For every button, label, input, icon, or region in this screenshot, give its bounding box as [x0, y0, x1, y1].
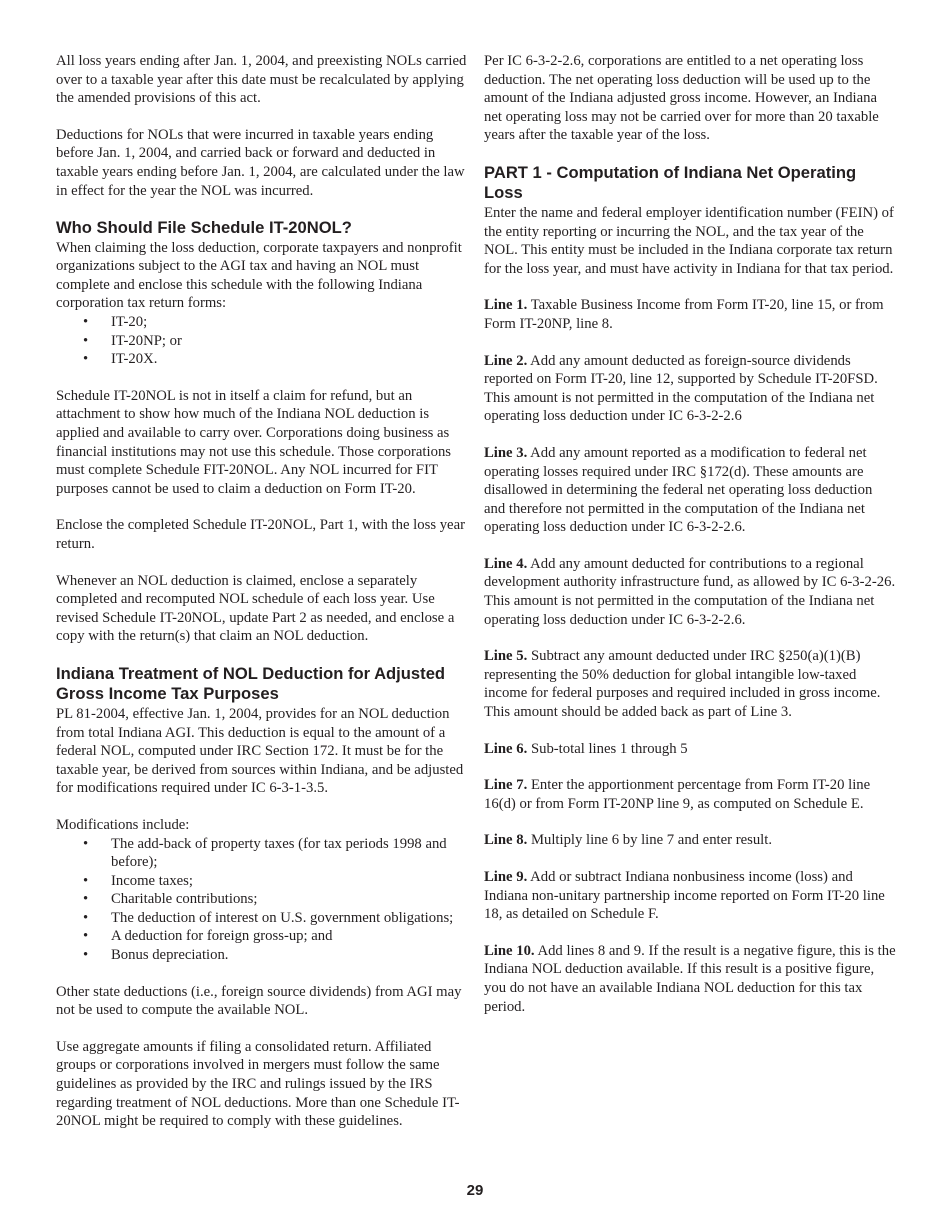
line-text: Add any amount deducted for contributions to a regional development authority infrastructure fund, as allowed by IC 6-3-2-26. This amount is not permitted in the computation of the Indiana net operating loss deduction under IC 6-3-2-2.6. — [484, 555, 896, 628]
line-10-instruction — [484, 942, 896, 1016]
line-text: Add or subtract Indiana nonbusiness income (loss) and Indiana non-unitary partnership income reported on Form IT-20 line 18, as detailed on Schedule F. — [484, 869, 885, 923]
part-1-heading: PART 1 - Computation of Indiana Net Operating Loss — [484, 162, 857, 203]
modifications-list — [56, 835, 468, 965]
right-column — [484, 52, 896, 1034]
line-9-instruction — [484, 868, 896, 924]
line-label: Line 6. — [484, 740, 528, 757]
line-text: Enter the apportionment percentage from Form IT-20 line 16(d) or from Form IT-20NP line 9, as computed on Schedule E. — [484, 777, 871, 812]
modifications-intro: Modifications include: — [56, 816, 190, 833]
who-should-file-paragraph-4: Whenever an NOL deduction is claimed, enclose a separately completed and recomputed NOL schedule of each loss year. Use revised Schedule IT-20NOL, update Part 2 as needed, and enclose a copy with the return(s) that claim an NOL deduction. — [56, 572, 455, 645]
line-text: Add any amount reported as a modification to federal net operating losses required under IRC §172(d). These amounts are disallowed in determining the federal net operating loss deduction and therefore not permitted in the computation of the Indiana net operating loss deduction under IC 6-3-2-2.6. — [484, 444, 873, 536]
line-text: Add any amount deducted as foreign-source dividends reported on Form IT-20, line 12, supported by Schedule IT-20FSD. This amount is not permitted in the computation of the Indiana net operating loss deduction under IC 6-3-2-2.6 — [484, 352, 878, 425]
line-label: Line 3. — [484, 444, 528, 461]
list-item: • A deduction for foreign gross-up; and — [111, 927, 468, 946]
indiana-treatment-paragraph-3: Use aggregate amounts if filing a consolidated return. Affiliated groups or corporations involved in mergers must follow the same guidelines as provided by the IRC and rulings issued by the IRS regarding treatment of NOL deductions. More than one Schedule IT-20NOL might be required to comply with these guidelines. — [56, 1038, 460, 1130]
list-item: • Income taxes; — [111, 872, 468, 891]
line-4-instruction — [484, 555, 896, 629]
indiana-treatment-paragraph-1: PL 81-2004, effective Jan. 1, 2004, provides for an NOL deduction from total Indiana AGI. This deduction is equal to the amount of a federal NOL, computed under IRC Section 172. It must be for the taxable year, be derived from sources within Indiana, and be adjusted for modifications required under IC 6-3-1-3.5. — [56, 705, 464, 797]
line-text: Add lines 8 and 9. If the result is a negative figure, this is the Indiana NOL deduction available. If this result is a positive figure, you do not have an available Indiana NOL deduction for this tax period. — [484, 942, 896, 1015]
indiana-treatment-paragraph-2: Other state deductions (i.e., foreign source dividends) from AGI may not be used to compute the available NOL. — [56, 983, 462, 1019]
intro-paragraph-2: Deductions for NOLs that were incurred in taxable years ending before Jan. 1, 2004, and carried back or forward and deducted in taxable years ending before Jan. 1, 2004, are calculated under the law in effect for the year the NOL was incurred. — [56, 126, 465, 199]
right-intro-paragraph: Per IC 6-3-2-2.6, corporations are entitled to a net operating loss deduction. The net operating loss deduction will be used up to the amount of the Indiana adjusted gross income. However, an Indiana net operating loss may not be carried over for more than 20 taxable years after the taxable year of the loss. — [484, 53, 879, 144]
list-item: • IT-20NP; or — [111, 332, 468, 351]
line-label: Line 1. — [484, 297, 528, 314]
line-1-instruction — [484, 296, 896, 333]
part-1-paragraph: Enter the name and federal employer identification number (FEIN) of the entity reporting or incurring the NOL, and the tax year of the NOL. This entity must be included in the Indiana corporate tax return for the loss year, and must have activity in Indiana for that tax period. — [484, 204, 894, 277]
forms-list — [56, 313, 468, 369]
list-item: • The add-back of property taxes (for tax periods 1998 and before); — [111, 835, 468, 872]
intro-paragraph-1: All loss years ending after Jan. 1, 2004, and preexisting NOLs carried over to a taxable year after this date must be recalculated by applying the amended provisions of this act. — [56, 53, 467, 107]
page-number: 29 — [466, 1182, 484, 1199]
line-label: Line 10. — [484, 942, 535, 959]
list-item: • Bonus depreciation. — [111, 946, 468, 965]
line-7-instruction — [484, 776, 896, 813]
who-should-file-heading: Who Should File Schedule IT-20NOL? — [56, 218, 352, 238]
line-6-instruction — [484, 740, 896, 759]
list-item: • The deduction of interest on U.S. government obligations; — [111, 909, 468, 928]
line-label: Line 4. — [484, 555, 528, 572]
list-item: • IT-20X. — [111, 350, 468, 369]
line-label: Line 8. — [484, 832, 528, 849]
line-text: Sub-total lines 1 through 5 — [530, 740, 688, 757]
line-label: Line 5. — [484, 648, 528, 665]
line-3-instruction — [484, 444, 896, 537]
who-should-file-paragraph-3: Enclose the completed Schedule IT-20NOL, Part 1, with the loss year return. — [56, 517, 465, 552]
line-2-instruction — [484, 352, 896, 426]
line-label: Line 7. — [484, 777, 528, 794]
who-should-file-paragraph-1: When claiming the loss deduction, corporate taxpayers and nonprofit organizations subject to the AGI tax and having an NOL must complete and enclose this schedule with the following Indiana corporation tax return forms: — [56, 239, 462, 312]
line-label: Line 9. — [484, 869, 528, 885]
list-item: • IT-20; — [111, 313, 468, 332]
line-label: Line 2. — [484, 352, 528, 369]
indiana-treatment-heading: Indiana Treatment of NOL Deduction for Adjusted Gross Income Tax Purposes — [56, 663, 446, 704]
line-5-instruction — [484, 647, 896, 721]
line-8-instruction — [484, 831, 896, 850]
line-text: Subtract any amount deducted under IRC §250(a)(1)(B) representing the 50% deduction for global intangible low-taxed income for federal purposes and required included in gross income. This amount should be added back as part of Line 3. — [484, 648, 881, 721]
left-column — [56, 52, 468, 1149]
list-item: • Charitable contributions; — [111, 890, 468, 909]
who-should-file-paragraph-2: Schedule IT-20NOL is not in itself a claim for refund, but an attachment to show how much of the Indiana NOL deduction is applied and available to carry over. Corporations doing business as financial institutions may not use this schedule. Those corporations must complete Schedule FIT-20NOL. Any NOL incurred for FIT purposes cannot be used to claim a deduction on Form IT-20. — [56, 387, 451, 497]
line-text: Taxable Business Income from Form IT-20, line 15, or from Form IT-20NP, line 8. — [484, 297, 884, 332]
line-text: Multiply line 6 by line 7 and enter result. — [530, 832, 773, 849]
